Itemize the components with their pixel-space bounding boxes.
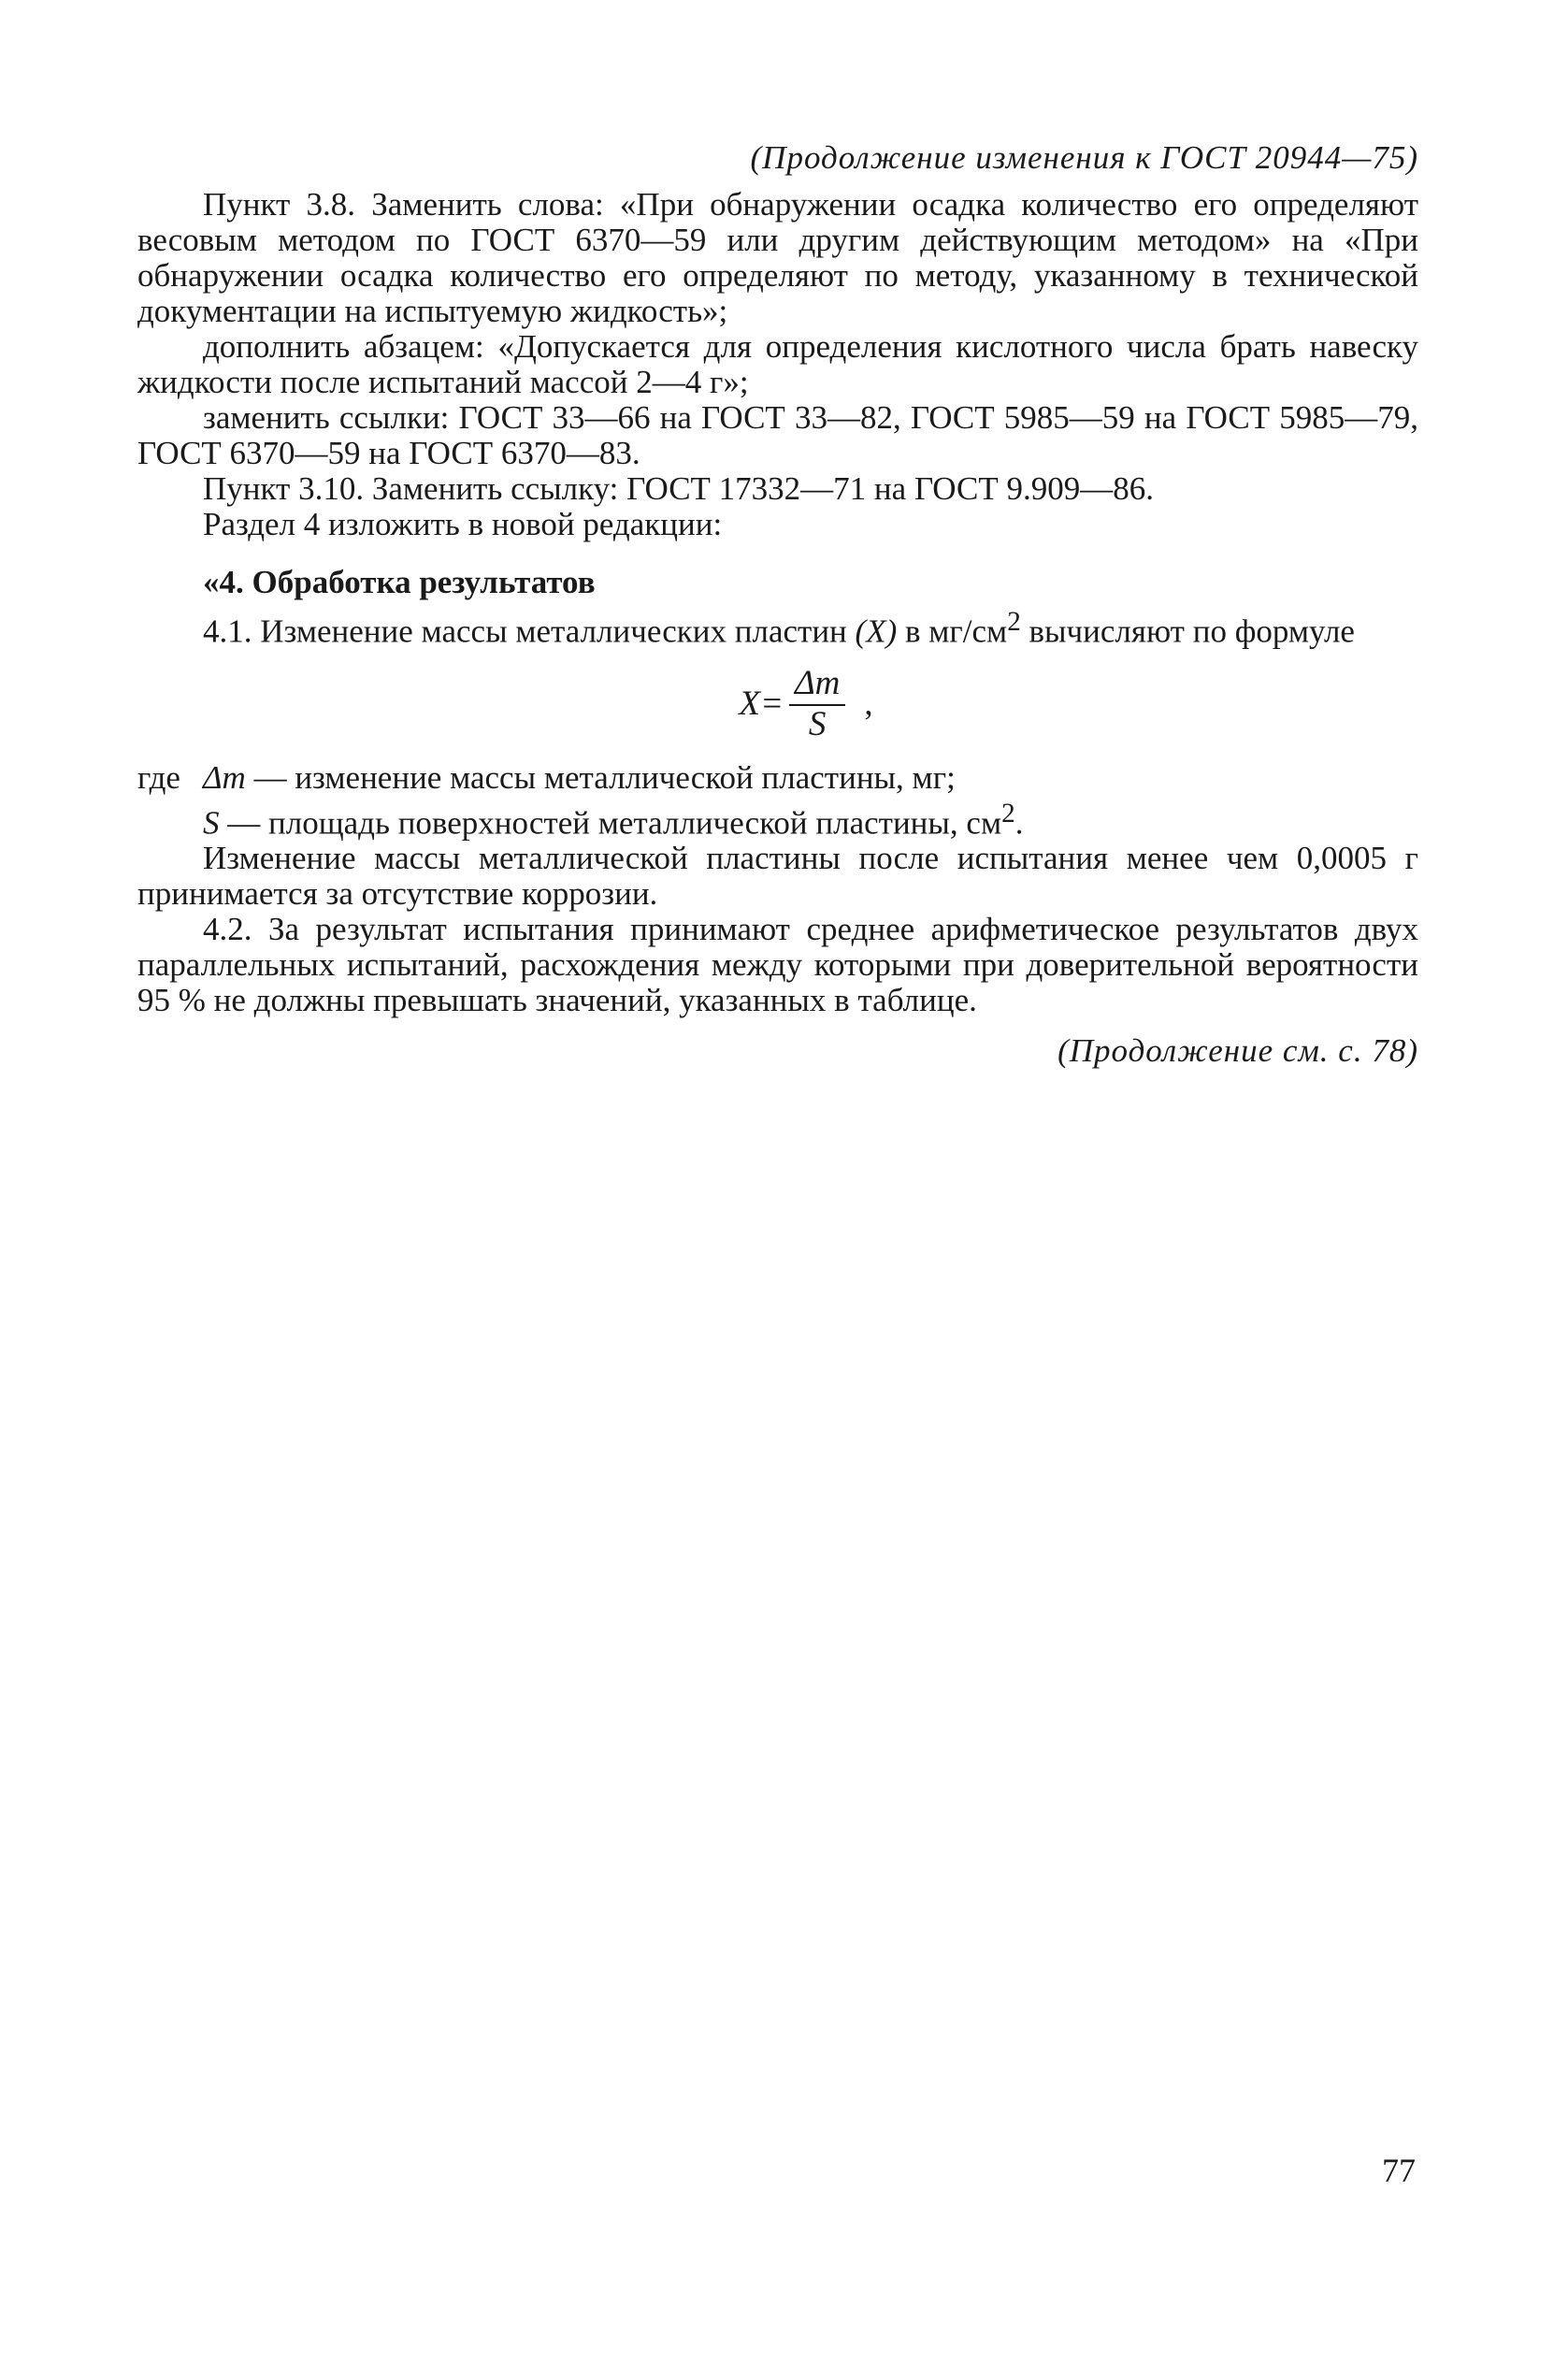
paragraph-3-8-references: заменить ссылки: ГОСТ 33—66 на ГОСТ 33—82, ГОСТ 5985—59 на ГОСТ 5985—79, ГОСТ 6370—59 на ГОСТ 6370—83. bbox=[137, 399, 1418, 471]
legend-row-s bbox=[137, 796, 1418, 842]
p41-unit: в мг/см bbox=[897, 612, 1008, 650]
legend-row-delta-m bbox=[137, 760, 1418, 796]
paragraph-4-1 bbox=[137, 604, 1418, 650]
p41-variable: (X) bbox=[855, 612, 898, 650]
paragraph-corrosion: Изменение массы металлической пластины после испытания менее чем 0,0005 г принимается за отсутствие коррозии. bbox=[137, 840, 1418, 913]
formula-fraction bbox=[789, 663, 845, 743]
continuation-header: (Продолжение изменения к ГОСТ 20944—75) bbox=[750, 139, 1418, 176]
legend-symbol-delta-m: Δm bbox=[203, 758, 246, 796]
legend-desc-delta-m: — изменение массы металлической пластины, мг; bbox=[245, 758, 956, 796]
legend-end: . bbox=[1014, 804, 1024, 842]
legend-spacer bbox=[137, 796, 203, 842]
legend-unit-sup: 2 bbox=[1001, 798, 1015, 828]
legend-desc-s: — площадь поверхностей металлической пластины, см bbox=[219, 804, 1002, 842]
p41-unit-sup: 2 bbox=[1007, 607, 1021, 637]
formula-denominator: S bbox=[808, 704, 827, 743]
paragraph-3-8-addition: дополнить абзацем: «Допускается для определения кислотного числа брать навеску жидкости после испытаний массой 2—4 г»; bbox=[137, 328, 1418, 400]
formula-numerator: Δm bbox=[789, 667, 845, 706]
p41-after: вычисляют по формуле bbox=[1020, 612, 1355, 650]
legend-text-delta-m bbox=[203, 760, 1418, 796]
formula-trailing-comma: , bbox=[864, 684, 873, 723]
continuation-footer: (Продолжение см. с. 78) bbox=[1057, 1032, 1418, 1070]
section-4-title: «4. Обработка результатов bbox=[203, 564, 596, 600]
legend-text-s bbox=[203, 796, 1418, 842]
legend-where: где bbox=[137, 758, 180, 796]
formula-legend bbox=[137, 760, 1418, 842]
paragraph-4-2: 4.2. За результат испытания принимают среднее арифметическое результатов двух параллельных испытаний, расхождения между которыми при доверительной вероятности 95 % не должны превышать значений, указанных в таблице. bbox=[137, 911, 1418, 1019]
legend-symbol-s: S bbox=[203, 804, 220, 842]
paragraph-3-8: Пункт 3.8. Заменить слова: «При обнаружении осадка количество его определяют весовым методом по ГОСТ 6370—59 или другим действующим методом» на «При обнаружении осадка количество его определяют по методу, указанному в технической документации на испытуемую жидкость»; bbox=[137, 186, 1418, 329]
paragraph-section-4-intro: Раздел 4 изложить в новой редакции: bbox=[203, 506, 723, 542]
page-content bbox=[137, 140, 1418, 1069]
p41-before: 4.1. Изменение массы металлических пластин bbox=[203, 612, 856, 650]
paragraph-3-10: Пункт 3.10. Заменить ссылку: ГОСТ 17332—71 на ГОСТ 9.909—86. bbox=[203, 470, 1154, 507]
formula-lhs: X= bbox=[739, 684, 784, 723]
formula bbox=[194, 663, 1418, 743]
page-number: 77 bbox=[1382, 2152, 1416, 2189]
